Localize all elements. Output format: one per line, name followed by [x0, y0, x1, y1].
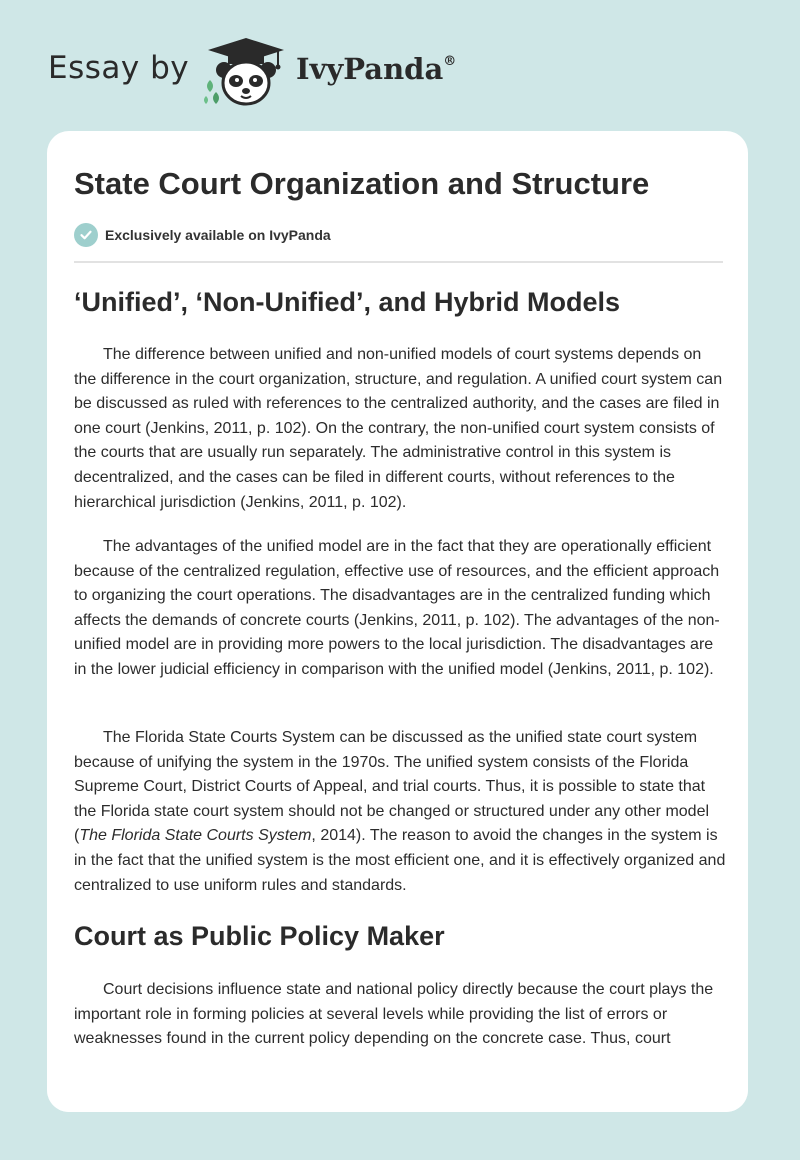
brand-name[interactable] [296, 52, 456, 86]
brand-text: IvyPanda [296, 52, 444, 86]
paragraph-text: , 2014). The reason to avoid the changes in the system is in the fact that the unified system is the most efficient one, and it is effectively organized and centralized to use uniform rules and standards. [74, 827, 726, 894]
essay-by-label: Essay by [48, 50, 190, 86]
content-fade [47, 1052, 748, 1112]
title-divider [74, 261, 723, 263]
essay-title: State Court Organization and Structure [74, 166, 650, 201]
check-icon [74, 223, 98, 247]
exclusive-badge-text: Exclusively available on IvyPanda [105, 227, 331, 243]
section-heading-models: ‘Unified’, ‘Non-Unified’, and Hybrid Models [74, 287, 620, 317]
paragraph: The advantages of the unified model are in the fact that they are operationally efficient because of the centralized regulation, effective use of resources, and the efficient approach to organizing the court operations. The disadvantages are in the centralized funding which affects the demands of concrete courts (Jenkins, 2011, p. 102). The advantages of the non-unified model are in providing more powers to the local jurisdiction. The disadvantages are in the lower judicial efficiency in comparison with the unified model (Jenkins, 2011, p. 102). [74, 538, 720, 678]
paragraph: The difference between unified and non-unified models of court systems depends on the difference in the court organization, structure, and regulation. A unified court system can be discussed as ruled with references to the centralized authority, and the cases are filed in one court (Jenkins, 2011, p. 102). On the contrary, the non-unified court system consists of the courts that are usually run separately. The administrative control in this system is decentralized, and the cases can be filed in different courts, without references to the hierarchical jurisdiction (Jenkins, 2011, p. 102). [74, 346, 723, 511]
essay-card [47, 131, 748, 1112]
site-header [0, 0, 800, 130]
section-heading-policy: Court as Public Policy Maker [74, 921, 445, 951]
paragraph-text: The Florida State Courts System can be discussed as the unified state court system because of unifying the system in the 1970s. The unified system consists of the Florida Supreme Court, District Courts of Appeal, and trial courts. Thus, it is possible to state that the Florida state court system should not be changed or structured under any other model ( [74, 729, 710, 845]
exclusive-badge [74, 222, 331, 248]
paragraph: Court decisions influence state and national policy directly because the court plays the important role in forming policies at several levels while providing the list of errors or weaknesses found in the current policy depending on the concrete case. Thus, court [74, 981, 714, 1048]
paragraph [74, 726, 726, 898]
source-title: The Florida State Courts System [79, 827, 312, 845]
panda-logo-icon[interactable] [200, 36, 292, 108]
registered-mark: ® [443, 54, 457, 69]
